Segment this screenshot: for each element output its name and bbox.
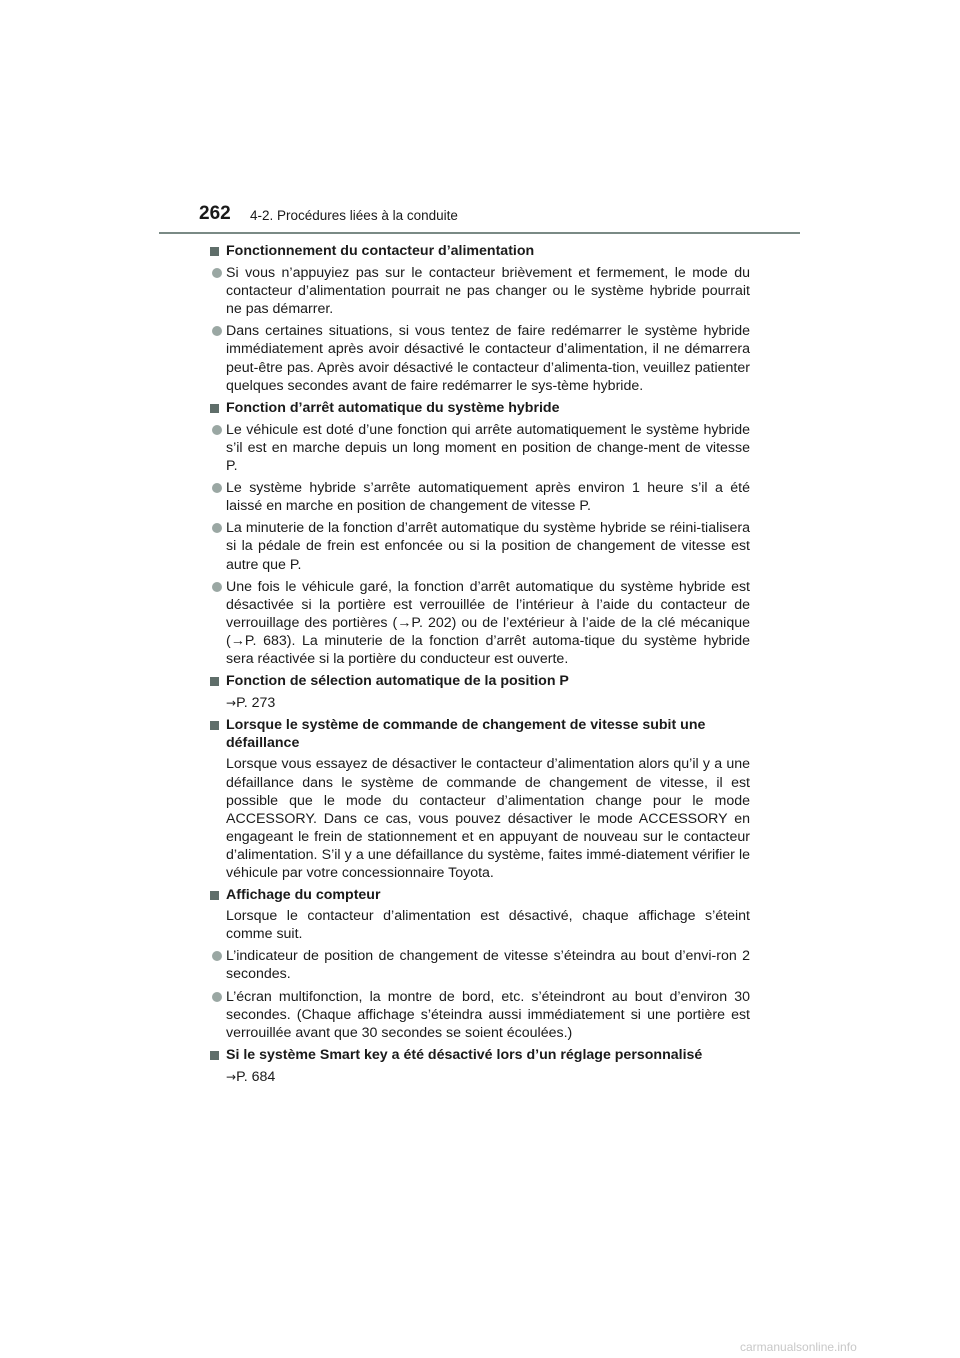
list-item bbox=[210, 421, 750, 475]
header-rule bbox=[159, 232, 800, 234]
section-smart-key bbox=[210, 1046, 750, 1086]
section-title-text: Lorsque le système de commande de changement de vitesse subit une défaillance bbox=[226, 717, 706, 752]
circle-bullet-icon bbox=[212, 951, 222, 961]
list-item bbox=[210, 322, 750, 394]
list-item-text: L’indicateur de position de changement de vitesse s’éteindra au bout d’envi-ron 2 secondes. bbox=[226, 948, 750, 983]
page-content bbox=[210, 242, 750, 1090]
list-item-text: Si vous n’appuyiez pas sur le contacteur brièvement et fermement, le mode du contacteur d’alimentation pourrait ne pas changer ou le système hybride pourrait ne pas démarrer. bbox=[226, 265, 750, 318]
square-bullet-icon bbox=[210, 404, 219, 413]
section-meter-display bbox=[210, 886, 750, 1042]
square-bullet-icon bbox=[210, 247, 219, 256]
list-item bbox=[210, 988, 750, 1042]
list-item bbox=[210, 479, 750, 515]
section-title-text: Fonction de sélection automatique de la position P bbox=[226, 673, 569, 690]
circle-bullet-icon bbox=[212, 326, 222, 336]
list-item-text: La minuterie de la fonction d’arrêt automatique du système hybride se réini-tialisera si la pédale de frein est enfoncée ou si la position de changement de vitesse est autre que P. bbox=[226, 520, 750, 573]
list-item bbox=[210, 519, 750, 573]
section-title bbox=[210, 716, 750, 752]
section-title-text: Si le système Smart key a été désactivé lors d’un réglage personnalisé bbox=[226, 1046, 703, 1063]
section-title-text: Fonctionnement du contacteur d’alimentation bbox=[226, 243, 535, 259]
section-title bbox=[210, 1046, 750, 1064]
section-title bbox=[210, 672, 750, 690]
page-reference-text: P. 273 bbox=[236, 695, 276, 712]
right-arrow-icon: → bbox=[226, 1069, 237, 1084]
list-item-text: Une fois le véhicule garé, la fonction d’arrêt automatique du système hybride est désactivée si la portière est verrouillée de l’intérieur à l’aide du contacteur de verrouillage des portières (→P. 202) ou de l’extérieur à l’aide de la clé mécanique (→P. 683). La minuterie de la fonction d’arrêt automa-tique du système hybride sera réactivée si la portière du conducteur est ouverte. bbox=[226, 578, 750, 667]
list-item bbox=[210, 578, 750, 668]
section-title-text: Affichage du compteur bbox=[226, 887, 381, 904]
circle-bullet-icon bbox=[212, 425, 222, 435]
circle-bullet-icon bbox=[212, 483, 222, 493]
circle-bullet-icon bbox=[212, 523, 222, 533]
section-title bbox=[210, 399, 750, 417]
list-item bbox=[210, 264, 750, 318]
section-title bbox=[210, 886, 750, 904]
right-arrow-icon: → bbox=[226, 696, 237, 711]
section-shift-failure bbox=[210, 716, 750, 882]
list-item-text: Dans certaines situations, si vous tentez de faire redémarrer le système hybride immédiatement après avoir désactivé le contacteur d’alimentation, il ne démarrera peut-être pas. Après avoir désactivé le contacteur d’alimenta-tion, veuillez patienter quelques secondes avant de faire redémarrer le sys-tème hybride. bbox=[226, 323, 750, 394]
page-reference[interactable] bbox=[210, 1068, 750, 1086]
page-header bbox=[0, 0, 960, 240]
list-item bbox=[210, 947, 750, 983]
circle-bullet-icon bbox=[212, 268, 222, 278]
list-item-text: Le système hybride s’arrête automatiquement après environ 1 heure s’il a été laissé en marche en position de changement de vitesse P. bbox=[226, 480, 750, 515]
watermark: carmanualsonline.info bbox=[740, 1340, 857, 1354]
paragraph: Lorsque le contacteur d’alimentation est désactivé, chaque affichage s’éteint comme suit. bbox=[226, 908, 750, 943]
list-item-text: L’écran multifonction, la montre de bord, etc. s’éteindront au bout d’environ 30 secondes. (Chaque affichage s’éteindra aussi immédiatement si une portière est verrouillée avant que 30 secondes se soient écoulées.) bbox=[226, 988, 750, 1041]
circle-bullet-icon bbox=[212, 992, 222, 1002]
section-auto-p bbox=[210, 672, 750, 712]
square-bullet-icon bbox=[210, 677, 219, 686]
section-power-switch bbox=[210, 242, 750, 395]
paragraph: Lorsque vous essayez de désactiver le contacteur d’alimentation alors qu’il y a une défaillance dans le système de commande de changement de vitesse, il est possible que le mode du contacteur d’alimentation change pour le mode ACCESSORY. Dans ce cas, vous pouvez désactiver le mode ACCESSORY en engageant le frein de stationnement et en appuyant de nouveau sur le contacteur d’alimentation. S’il y a une défaillance du système, faites immé-diatement vérifier le véhicule par votre concessionnaire Toyota. bbox=[226, 756, 750, 881]
square-bullet-icon bbox=[210, 721, 219, 730]
circle-bullet-icon bbox=[212, 582, 222, 592]
page-reference-text: P. 684 bbox=[236, 1068, 276, 1085]
chapter-title: 4-2. Procédures liées à la conduite bbox=[250, 208, 458, 223]
square-bullet-icon bbox=[210, 891, 219, 900]
section-title-text: Fonction d’arrêt automatique du système hybride bbox=[226, 399, 560, 416]
page-number: 262 bbox=[199, 203, 231, 224]
square-bullet-icon bbox=[210, 1051, 219, 1060]
list-item-text: Le véhicule est doté d’une fonction qui arrête automatiquement le système hybride s’il est en marche depuis un long moment en position de change-ment de vitesse P. bbox=[226, 421, 750, 475]
section-auto-stop bbox=[210, 399, 750, 668]
section-title bbox=[210, 242, 750, 260]
page-reference[interactable] bbox=[210, 694, 750, 712]
